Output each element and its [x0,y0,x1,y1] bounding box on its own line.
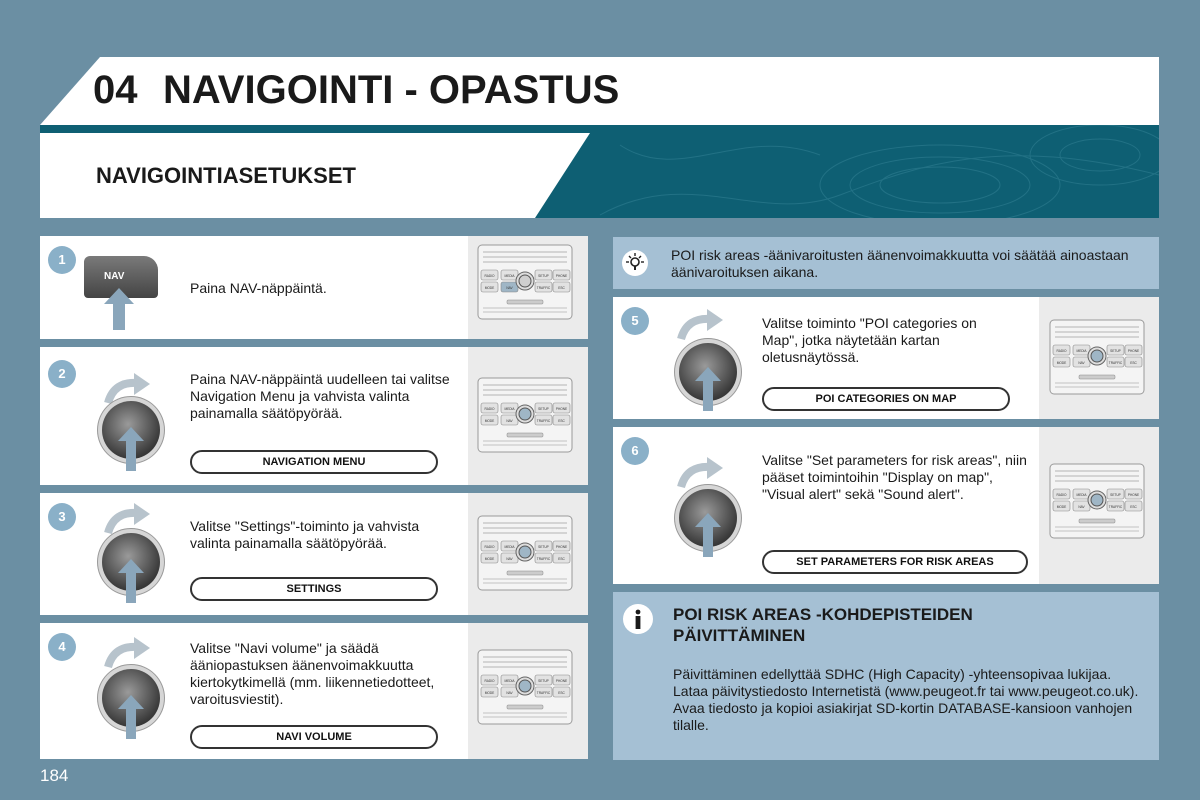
radio-panel-drawing [477,377,573,453]
svg-text:RADIO: RADIO [484,407,495,411]
svg-text:NAV: NAV [506,286,513,290]
step-number: 4 [48,633,76,661]
control-panel-image [1049,319,1145,395]
rotate-arrow-icon [677,457,727,491]
svg-text:NAV: NAV [506,419,513,423]
svg-text:ESC: ESC [558,557,565,561]
svg-text:PHONE: PHONE [555,407,568,411]
up-arrow-icon [695,367,721,411]
svg-text:MEDIA: MEDIA [504,545,515,549]
up-arrow-icon [118,695,144,739]
svg-text:SETUP: SETUP [538,545,549,549]
tip-box [613,237,1159,289]
radio-panel-drawing [477,244,573,320]
svg-text:MODE: MODE [484,419,495,423]
svg-text:NAV: NAV [1078,361,1085,365]
step-number: 5 [621,307,649,335]
menu-label-pill: SETTINGS [190,577,438,601]
svg-text:TRAFFIC: TRAFFIC [536,419,551,423]
menu-label-pill: NAVI VOLUME [190,725,438,749]
up-arrow-icon [695,513,721,557]
info-body: Päivittäminen edellyttää SDHC (High Capacity) -yhteensopivaa lukijaa. Lataa päivitystiedosto Internetistä (www.peugeot.fr tai www.peugeot.co.uk). Avaa tiedosto ja kopioi asiakirjat SD-kortin DATABASE-kansioon vanhojen tilalle. [673,666,1139,733]
step-text: Paina NAV-näppäintä. [190,280,327,296]
svg-text:SETUP: SETUP [538,679,549,683]
svg-text:ESC: ESC [1130,505,1137,509]
svg-text:SETUP: SETUP [538,407,549,411]
rotate-arrow-icon [104,637,154,671]
rotate-arrow-icon [104,503,154,537]
svg-text:MODE: MODE [484,691,495,695]
svg-text:RADIO: RADIO [484,274,495,278]
step-text: Valitse "Navi volume" ja säädä ääniopastuksen äänenvoimakkuutta kiertokytkimellä (mm. liikennetiedotteet, varoitusviestit). [190,640,435,707]
svg-text:PHONE: PHONE [1127,493,1140,497]
svg-text:MEDIA: MEDIA [504,274,515,278]
svg-text:MODE: MODE [484,557,495,561]
step-number: 3 [48,503,76,531]
step-number: 6 [621,437,649,465]
info-box [613,592,1159,760]
up-arrow-icon [118,559,144,603]
step-text: Valitse toiminto "POI categories on Map", jotka näytetään kartan oletusnäytössä. [762,315,977,365]
step-text: Paina NAV-näppäintä uudelleen tai valitse Navigation Menu ja vahvista valinta painamalla säätöpyörää. [190,371,450,421]
svg-text:MEDIA: MEDIA [1076,349,1087,353]
radio-panel-drawing [477,649,573,725]
svg-text:TRAFFIC: TRAFFIC [536,557,551,561]
info-title: POI RISK AREAS -KOHDEPISTEIDEN PÄIVITTÄMINEN [673,605,973,645]
svg-text:NAV: NAV [506,557,513,561]
control-panel-image [477,649,573,725]
step-card-1 [40,236,588,339]
control-panel-image [477,515,573,591]
svg-text:ESC: ESC [558,286,565,290]
svg-text:ESC: ESC [558,419,565,423]
menu-label-pill: POI CATEGORIES ON MAP [762,387,1010,411]
step-card-4 [40,623,588,759]
svg-text:ESC: ESC [1130,361,1137,365]
svg-text:PHONE: PHONE [555,274,568,278]
rotate-arrow-icon [677,309,727,343]
svg-text:SETUP: SETUP [538,274,549,278]
up-arrow-icon [118,427,144,471]
svg-text:TRAFFIC: TRAFFIC [536,286,551,290]
svg-text:MODE: MODE [1056,505,1067,509]
info-icon [622,603,654,635]
control-panel-image [1049,463,1145,539]
svg-text:MEDIA: MEDIA [504,679,515,683]
step-card-5 [613,297,1159,419]
step-card-6 [613,427,1159,584]
menu-label-pill: SET PARAMETERS FOR RISK AREAS [762,550,1028,574]
step-text: Valitse "Settings"-toiminto ja vahvista valinta painamalla säätöpyörää. [190,518,420,551]
svg-text:MEDIA: MEDIA [504,407,515,411]
radio-panel-drawing [1049,463,1145,539]
page-title: NAVIGOINTI - OPASTUS [163,68,620,112]
svg-text:RADIO: RADIO [1056,493,1067,497]
svg-text:SETUP: SETUP [1110,493,1121,497]
menu-label-pill: NAVIGATION MENU [190,450,438,474]
svg-text:TRAFFIC: TRAFFIC [1108,505,1123,509]
step-number: 2 [48,360,76,388]
svg-text:PHONE: PHONE [555,679,568,683]
svg-text:PHONE: PHONE [555,545,568,549]
nav-button-label: NAV [104,271,125,282]
svg-text:RADIO: RADIO [1056,349,1067,353]
svg-text:RADIO: RADIO [484,545,495,549]
radio-panel-drawing [1049,319,1145,395]
svg-text:MEDIA: MEDIA [1076,493,1087,497]
svg-text:MODE: MODE [1056,361,1067,365]
tip-text: POI risk areas -äänivaroitusten äänenvoimakkuutta voi säätää ainoastaan äänivaroituksen aikana. [671,247,1129,280]
radio-panel-drawing [477,515,573,591]
step-card-2 [40,347,588,485]
page-number: 184 [40,766,69,785]
lightbulb-icon [621,249,649,277]
svg-text:NAV: NAV [506,691,513,695]
step-text: Valitse "Set parameters for risk areas", niin pääset toimintoihin "Display on map", "Visual alert" sekä "Sound alert". [762,452,1027,502]
svg-text:PHONE: PHONE [1127,349,1140,353]
section-subtitle: NAVIGOINTIASETUKSET [96,163,356,188]
chapter-number: 04 [93,68,138,112]
svg-text:NAV: NAV [1078,505,1085,509]
svg-text:TRAFFIC: TRAFFIC [1108,361,1123,365]
svg-text:SETUP: SETUP [1110,349,1121,353]
svg-text:ESC: ESC [558,691,565,695]
step-number: 1 [48,246,76,274]
svg-text:RADIO: RADIO [484,679,495,683]
svg-text:MODE: MODE [484,286,495,290]
step-card-3 [40,493,588,615]
control-panel-image [477,244,573,320]
control-panel-image [477,377,573,453]
svg-text:TRAFFIC: TRAFFIC [536,691,551,695]
up-arrow-icon [104,288,134,330]
